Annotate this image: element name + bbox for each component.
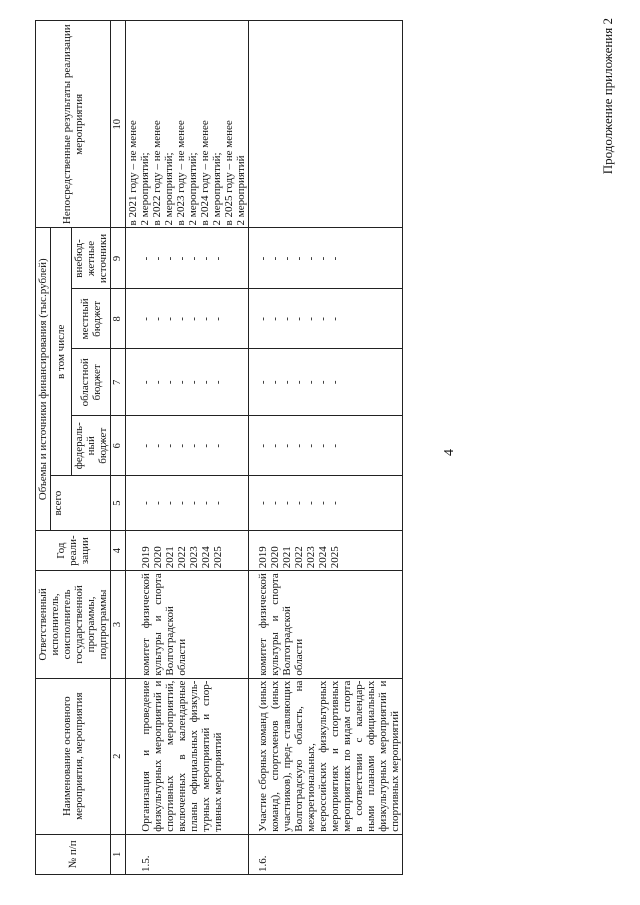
year-value: 2019 (140, 546, 152, 569)
result-line: в 2023 году – не менее (175, 120, 187, 226)
value-dash: - (164, 443, 176, 448)
continuation-label: Продолжение приложения 2 (600, 18, 615, 175)
value-dash: - (176, 443, 188, 448)
value-dash: - (188, 256, 200, 261)
value-dash: - (164, 317, 176, 321)
header-extra: внебюд- жетные источники (72, 228, 111, 289)
year-value: 2025 (329, 546, 341, 569)
header-responsible: Ответственный исполнитель, соисполнитель государственной программы, подпрограммы (36, 571, 111, 678)
row-federal (249, 416, 403, 476)
row-local (249, 289, 403, 349)
row-responsible: комитет физической культуры и спорта Волгоградской области (126, 571, 249, 678)
col-number: 9 (111, 228, 126, 289)
value-dash: - (152, 256, 164, 261)
result-line: 2 мероприятий; (139, 152, 151, 226)
value-dash: - (317, 443, 329, 448)
row-years (126, 531, 249, 571)
year-value: 2021 (281, 546, 293, 569)
col-number: 3 (111, 571, 126, 678)
value-dash: - (293, 380, 305, 385)
value-dash: - (257, 443, 269, 448)
header-federal: федераль- ный бюджет (72, 416, 111, 476)
value-dash: - (200, 380, 212, 385)
value-dash: - (212, 501, 224, 505)
value-dash: - (176, 501, 188, 505)
value-dash: - (200, 501, 212, 505)
row-years (249, 531, 403, 571)
value-dash: - (140, 443, 152, 448)
result-line: 2 мероприятий; (187, 152, 199, 226)
value-dash: - (329, 380, 341, 385)
value-dash: - (293, 501, 305, 505)
year-value: 2022 (176, 546, 188, 569)
col-number: 6 (111, 416, 126, 476)
table-row (126, 21, 249, 875)
table-row (249, 21, 403, 875)
header-year: Год реали- зации (36, 531, 111, 571)
program-table (35, 20, 403, 875)
year-value: 2019 (257, 546, 269, 569)
value-dash: - (212, 256, 224, 261)
value-dash: - (293, 317, 305, 321)
value-dash: - (305, 317, 317, 321)
year-value: 2020 (152, 546, 164, 569)
value-dash: - (257, 380, 269, 385)
header-num: № п/п (36, 834, 111, 874)
value-dash: - (200, 256, 212, 261)
value-dash: - (164, 256, 176, 261)
value-dash: - (200, 443, 212, 448)
header-row-1 (36, 21, 51, 875)
value-dash: - (329, 501, 341, 505)
result-line: в 2025 году – не менее (223, 120, 235, 226)
row-total (249, 476, 403, 531)
result-line: в 2021 году – не менее (127, 120, 139, 226)
value-dash: - (152, 380, 164, 385)
column-numbers-row (111, 21, 126, 875)
col-number: 4 (111, 531, 126, 571)
row-total (126, 476, 249, 531)
row-num: 1.5. (126, 834, 249, 874)
value-dash: - (281, 380, 293, 385)
result-line: в 2024 году – не менее (199, 120, 211, 226)
value-dash: - (200, 317, 212, 321)
value-dash: - (188, 443, 200, 448)
value-dash: - (281, 443, 293, 448)
col-number: 8 (111, 289, 126, 349)
value-dash: - (329, 443, 341, 448)
value-dash: - (305, 501, 317, 505)
row-extra (249, 228, 403, 289)
header-local: местный бюджет (72, 289, 111, 349)
result-line: 2 мероприятий (235, 155, 247, 226)
value-dash: - (317, 380, 329, 385)
value-dash: - (317, 317, 329, 321)
value-dash: - (164, 380, 176, 385)
value-dash: - (152, 501, 164, 505)
year-value: 2025 (212, 546, 224, 569)
value-dash: - (269, 443, 281, 448)
result-line: в 2022 году – не менее (151, 120, 163, 226)
value-dash: - (281, 256, 293, 261)
col-number: 1 (111, 834, 126, 874)
header-results: Непосредственные результаты реализации мероприятия (36, 21, 111, 228)
result-line: 2 мероприятий; (211, 152, 223, 226)
value-dash: - (212, 443, 224, 448)
value-dash: - (329, 256, 341, 261)
page-number: 4 (442, 449, 457, 456)
value-dash: - (317, 501, 329, 505)
col-number: 7 (111, 349, 126, 416)
row-results (249, 21, 403, 228)
value-dash: - (317, 256, 329, 261)
value-dash: - (293, 256, 305, 261)
result-line: 2 мероприятий; (163, 152, 175, 226)
row-local (126, 289, 249, 349)
value-dash: - (269, 501, 281, 505)
year-value: 2023 (305, 546, 317, 569)
value-dash: - (152, 443, 164, 448)
year-value: 2024 (200, 546, 212, 569)
row-results (126, 21, 249, 228)
value-dash: - (176, 256, 188, 261)
row-name: Участие сборных команд (иных команд), спортсменов (иных участников), пред- ставляющих Волгоградскую область, на межрегиональных, всероссийских физкультурных мероприятиях и спортивных мероприятиях по видам спорта в соответствии с календар- ными планами официальных физкультурных мероприятий и спортивных мероприятий (249, 678, 403, 834)
value-dash: - (281, 501, 293, 505)
value-dash: - (257, 317, 269, 321)
col-number: 2 (111, 678, 126, 834)
row-responsible: комитет физической культуры и спорта Волгоградской области (249, 571, 403, 678)
value-dash: - (176, 317, 188, 321)
value-dash: - (269, 317, 281, 321)
value-dash: - (176, 380, 188, 385)
header-name: Наименование основного мероприятия, мероприятия (36, 678, 111, 834)
value-dash: - (140, 256, 152, 261)
header-regional: областной бюджет (72, 349, 111, 416)
value-dash: - (329, 317, 341, 321)
header-including: в том числе (51, 228, 72, 476)
value-dash: - (140, 380, 152, 385)
value-dash: - (188, 317, 200, 321)
value-dash: - (269, 380, 281, 385)
header-total: всего (51, 476, 111, 531)
row-regional (126, 349, 249, 416)
value-dash: - (140, 501, 152, 505)
row-extra (126, 228, 249, 289)
value-dash: - (305, 443, 317, 448)
value-dash: - (281, 317, 293, 321)
value-dash: - (269, 256, 281, 261)
value-dash: - (152, 317, 164, 321)
value-dash: - (293, 443, 305, 448)
value-dash: - (164, 501, 176, 505)
header-funding: Объемы и источники финансирования (тыс.рублей) (36, 228, 51, 531)
value-dash: - (140, 317, 152, 321)
value-dash: - (305, 256, 317, 261)
value-dash: - (188, 380, 200, 385)
value-dash: - (212, 317, 224, 321)
year-value: 2022 (293, 546, 305, 569)
row-regional (249, 349, 403, 416)
row-num: 1.6. (249, 834, 403, 874)
row-name: Организация и проведение физкультурных мероприятий и спортивных мероприятий, включенных в календарные планы официальных физкуль- турных мероприятий и спор- тивных мероприятий (126, 678, 249, 834)
col-number: 5 (111, 476, 126, 531)
value-dash: - (212, 380, 224, 385)
row-federal (126, 416, 249, 476)
col-number: 10 (111, 21, 126, 228)
year-value: 2024 (317, 546, 329, 569)
value-dash: - (257, 501, 269, 505)
value-dash: - (305, 380, 317, 385)
year-value: 2023 (188, 546, 200, 569)
value-dash: - (188, 501, 200, 505)
value-dash: - (257, 256, 269, 261)
year-value: 2020 (269, 546, 281, 569)
year-value: 2021 (164, 546, 176, 569)
